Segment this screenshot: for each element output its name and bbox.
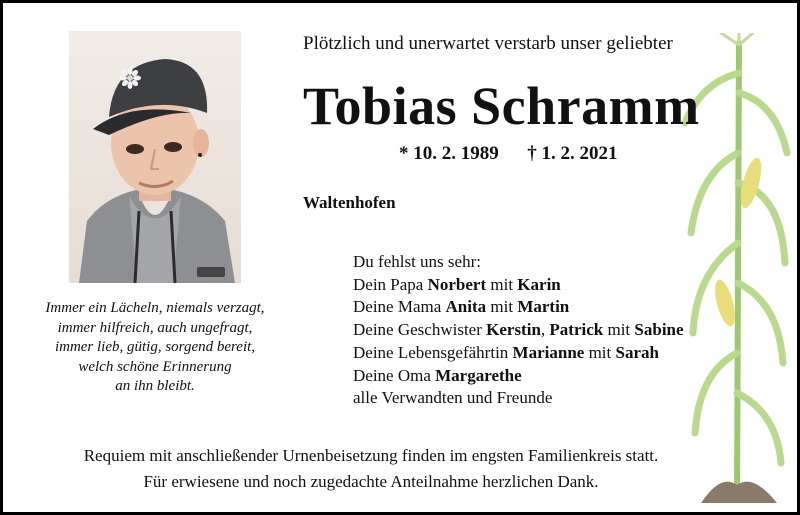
mourners-list [353, 251, 684, 410]
life-dates [399, 143, 618, 165]
portrait-illustration [69, 31, 241, 283]
poem-line: Immer ein Lächeln, niemals verzagt, [45, 300, 265, 316]
mourner-line-grandma: Deine Oma Margarethe [353, 365, 522, 385]
deceased-name: Tobias Schramm [303, 76, 700, 136]
poem-line: immer lieb, gütig, sorgend bereit, [54, 339, 256, 355]
poem-line: immer hilfreich, auch ungefragt, [57, 319, 253, 336]
mourner-line-siblings: Deine Geschwister Kerstin, Patrick mit Sabine [353, 320, 684, 340]
intro-text: Plötzlich und unerwartet verstarb unser geliebter [303, 33, 673, 54]
mourner-line-partner: Deine Lebensgefährtin Marianne mit Sarah [353, 342, 659, 362]
mourners-heading: Du fehlst uns sehr: [353, 252, 481, 271]
mourner-line-mama: Deine Mama Anita mit Martin [353, 297, 570, 317]
birth-date: * 10. 2. 1989 [399, 143, 499, 164]
mourners-closing: alle Verwandten und Freunde [353, 388, 553, 408]
residence: Waltenhofen [303, 193, 396, 212]
portrait-photo [69, 31, 241, 283]
poem-line: an ihn bleibt. [115, 378, 195, 394]
thanks-note: Für erwiesene und noch zugedachte Anteilnahme herzlichen Dank. [143, 472, 599, 491]
mourner-line-papa: Dein Papa Norbert mit Karin [353, 274, 561, 294]
memorial-poem [17, 299, 293, 397]
death-date: † 1. 2. 2021 [527, 143, 618, 164]
edelweiss-icon [119, 67, 141, 89]
funeral-info: Requiem mit anschließender Urnenbeisetzung finden im engsten Familienkreis statt. [83, 446, 659, 465]
poem-line: welch schöne Erinnerung [78, 358, 232, 375]
